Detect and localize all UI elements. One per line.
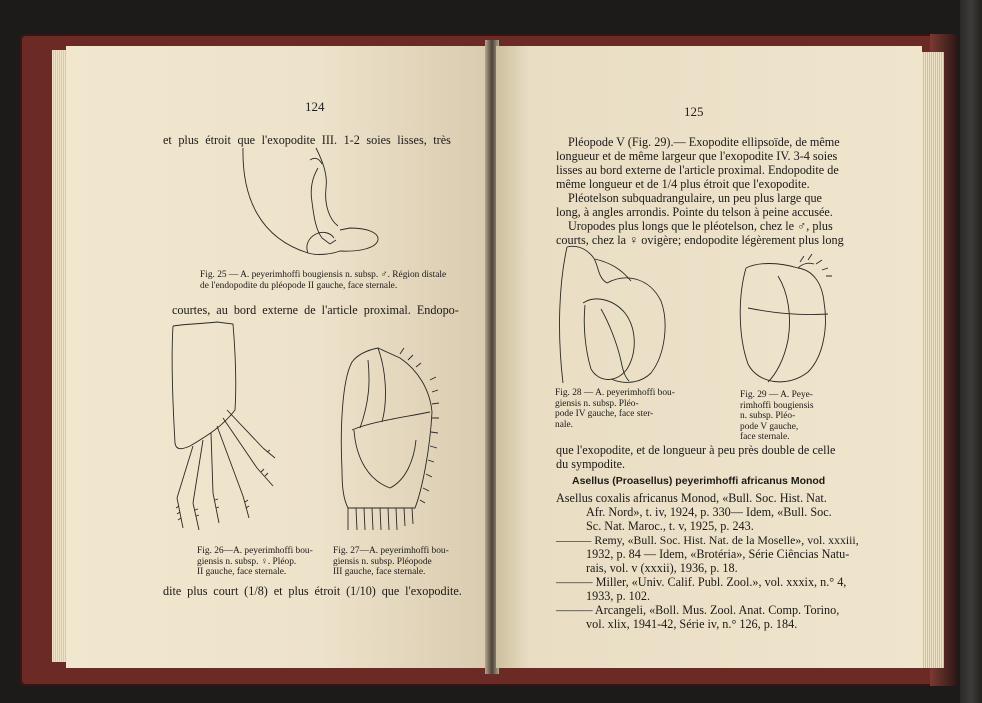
right-para1-line-3: lisses au bord externe de l'article proximal. Endopodite de (556, 163, 839, 177)
figure-29 (738, 256, 838, 386)
ref-line-9: ——— Arcangeli, «Boll. Mus. Zool. Anat. Comp. Torino, (556, 603, 840, 617)
right-para2-line-2: long, à angles arrondis. Pointe du telson à peine accusée. (556, 205, 833, 219)
right-page-edges (922, 52, 944, 668)
species-heading: Asellus (Proasellus) peyerimhoffi africanus Monod (572, 475, 826, 487)
figure-25 (240, 148, 390, 263)
left-page-number: 124 (305, 99, 325, 114)
right-para1-line-1: Pléopode V (Fig. 29).— Exopodite ellipsoïde, de même (568, 135, 840, 149)
left-text-line-3: dite plus court (1/8) et plus étroit (1/10) que l'exopodite. (163, 584, 462, 598)
ref-line-3: Sc. Nat. Maroc., t. v, 1925, p. 243. (586, 519, 754, 533)
ref-line-8: 1933, p. 102. (586, 589, 650, 603)
fig27-caption: Fig. 27—A. peyerimhoffi bou- giensis n. subsp. Pléopode III gauche, face sternale. (333, 546, 449, 577)
left-text-line-1: et plus étroit que l'exopodite III. 1-2 soies lisses, très (163, 133, 451, 147)
ref-line-4: ——— Remy, «Bull. Soc. Hist. Nat. de la Moselle», vol. xxxiii, (556, 533, 859, 547)
right-para3-line-1: Uropodes plus longs que le pléotelson, chez le ♂, plus (568, 219, 833, 233)
right-after-figs-line-1: que l'exopodite, et de longueur à peu près double de celle (556, 443, 836, 457)
fig26-caption: Fig. 26—A. peyerimhoffi bou- giensis n. subsp. ♀. Pléop. II gauche, face sternale. (197, 546, 313, 577)
fig25-caption: Fig. 25 — A. peyerimhoffi bougiensis n. subsp. ♂. Région distale de l'endopodite du pléopode II gauche, face sternale. (200, 270, 447, 291)
ref-line-1: Asellus coxalis africanus Monod, «Bull. Soc. Hist. Nat. (556, 491, 827, 505)
right-para2-line-1: Pléotelson subquadrangulaire, un peu plus large que (568, 191, 822, 205)
ref-line-7: ——— Miller, «Univ. Calif. Publ. Zool.», vol. xxxix, n.° 4, (556, 575, 847, 589)
fig29-caption: Fig. 29 — A. Peye- rimhoffi bougiensis n. subsp. Pléo- pode V gauche, face sternale. (740, 390, 814, 442)
right-para1-line-4: même longueur et de 1/4 plus étroit que l'exopodite. (556, 177, 810, 191)
ref-line-10: vol. xlix, 1941-42, Série iv, n.° 126, p. 184. (586, 617, 798, 631)
ref-line-2: Afr. Nord», t. iv, 1924, p. 330— Idem, «Bull. Soc. (586, 505, 832, 519)
left-page-edges (52, 50, 66, 662)
right-para3-line-2: courts, chez la ♀ ovigère; endopodite légèrement plus long (556, 233, 844, 247)
figure-28 (555, 243, 675, 385)
figure-27 (330, 340, 440, 540)
fig28-caption: Fig. 28 — A. peyerimhoffi bou- giensis n. subsp. Pléo- pode IV gauche, face ster- nale. (555, 388, 675, 430)
scan-background-strip (960, 0, 982, 703)
ref-line-5: 1932, p. 84 — Idem, «Brotéria», Série Ciências Natu- (586, 547, 850, 561)
right-page-number: 125 (684, 104, 704, 119)
ref-line-6: rais, vol. v (xxxii), 1936, p. 18. (586, 561, 738, 575)
left-text-line-2: courtes, au bord externe de l'article proximal. Endopo- (172, 303, 459, 317)
figure-26 (165, 318, 280, 543)
right-para1-line-2: longueur et de même largeur que l'exopodite IV. 3-4 soies (556, 149, 838, 163)
right-after-figs-line-2: du sympodite. (556, 457, 626, 471)
